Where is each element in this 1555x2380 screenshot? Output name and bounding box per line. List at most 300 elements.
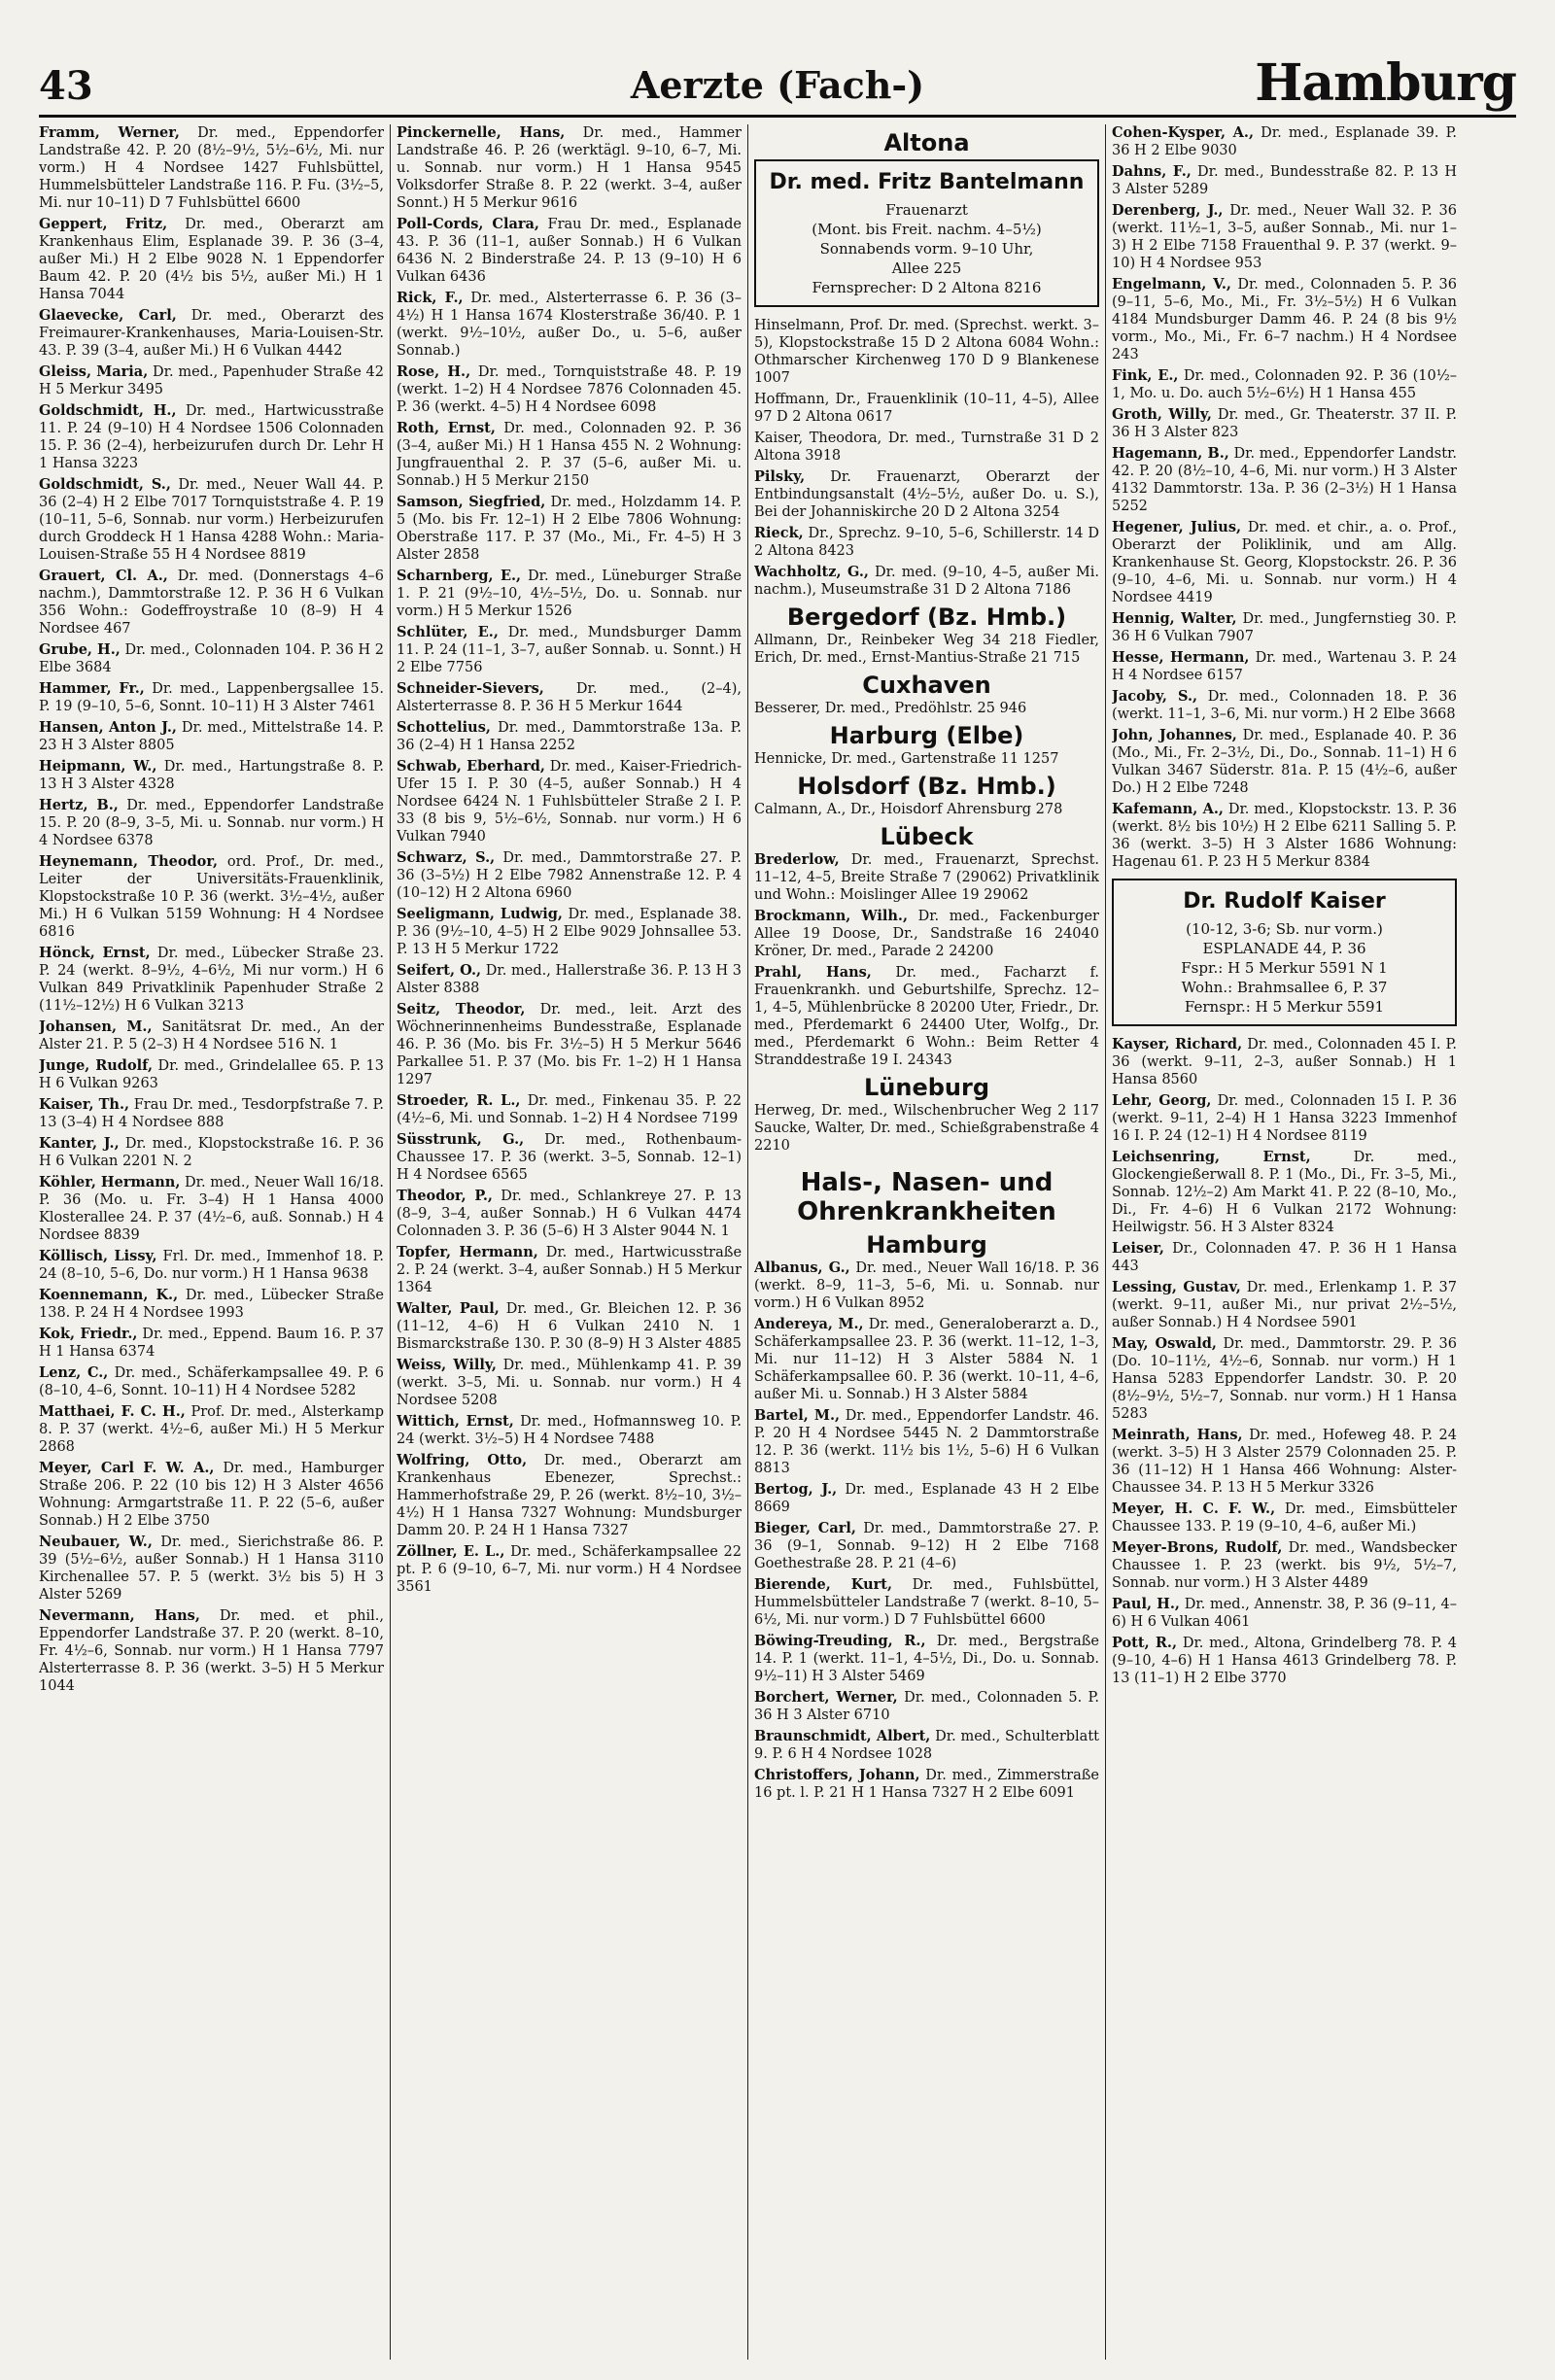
entry-name: Poll-Cords, Clara, — [397, 216, 539, 232]
entry-details: Dr. med., Glockengießerwall 8. P. 1 (Mo., Di., Fr. 3–5, Mi., Sonnab. 12½–2) Am Markt 41. P. 22 (8–10, Mo., Di., Fr. 4–6) H 6 Vulkan 2172 Wohnung: Heilwigstr. 56. H 3 Alster 8324 — [1112, 1150, 1457, 1235]
directory-entry — [754, 1728, 1099, 1763]
entry-details: Dr. med., Oberarzt am Krankenhaus Ebenezer, Sprechst.: Hammerhofstraße 29, P. 26 (werkt. 8½–10, 3½–4½) H 1 Hansa 7327 Wohnung: Mundsburger Damm 20. P. 24 H 1 Hansa 7327 — [397, 1453, 742, 1538]
entry-name: Lehr, Georg, — [1112, 1092, 1212, 1109]
entry-name: Meyer-Brons, Rudolf, — [1112, 1539, 1283, 1556]
entry-name: Kafemann, A., — [1112, 801, 1224, 817]
directory-entry — [39, 641, 384, 676]
entry-details: Dr. med., Papenhuder Straße 42 H 5 Merkur 3495 — [39, 364, 384, 397]
directory-entry — [397, 1188, 742, 1240]
entry-details: Dr. med., Hofmannsweg 10. P. 24 (werkt. 3½–5) H 4 Nordsee 7488 — [397, 1414, 742, 1447]
entry-details: Dr. med., Eppendorfer Landstr. 46. P. 20 H 4 Nordsee 5445 N. 2 Dammtorstraße 12. P. 36 (werkt. 11½ bis 1½, 5–6) H 6 Vulkan 8813 — [754, 1408, 1099, 1476]
entry-name: Meyer, Carl F. W. A., — [39, 1460, 215, 1476]
section-heading: Harburg (Elbe) — [829, 722, 1024, 749]
entry-details: Sanitätsrat Dr. med., An der Alster 21. P. 5 (2–3) H 4 Nordsee 516 N. 1 — [39, 1019, 384, 1052]
directory-entry — [754, 750, 1099, 768]
entry-details: Dr. med., Erlenkamp 1. P. 37 (werkt. 9–11, außer Mi., nur privat 2½–5½, außer Sonnab.) H 4 Nordsee 5901 — [1112, 1280, 1457, 1330]
section-heading: Lüneburg — [863, 1074, 990, 1101]
entry-details: Dr. med., Lübecker Straße 23. P. 24 (werkt. 8–9½, 4–6½, Mi nur vorm.) H 6 Vulkan 849 Privatklinik Papenhuder Straße 2 (11½–12½) H 6 Vulkan 3213 — [39, 946, 384, 1014]
entry-name: Borchert, Werner, — [754, 1689, 898, 1706]
directory-entry — [1112, 649, 1457, 684]
directory-entry — [397, 494, 742, 564]
entry-details: Dr. med., Colonnaden 104. P. 36 H 2 Elbe 3684 — [39, 642, 384, 675]
directory-entry — [397, 962, 742, 997]
entry-name: Hesse, Hermann, — [1112, 649, 1250, 666]
entry-details: Dr. med., Mundsburger Damm 11. P. 24 (11–1, 3–7, außer Sonnab. u. Sonnt.) H 2 Elbe 7756 — [397, 625, 742, 675]
directory-entry — [397, 290, 742, 360]
directory-entry — [1112, 1036, 1457, 1088]
entry-details: Dr. med., Wandsbecker Chaussee 1. P. 23 (werkt. bis 9½, 5½–7, Sonnab. nur vorm.) H 3 Alster 4489 — [1112, 1540, 1457, 1591]
entry-details: Dr. med., Holzdamm 14. P. 5 (Mo. bis Fr. 12–1) H 2 Elbe 7806 Wohnung: Oberstraße 117. P. 37 (Mo., Mi., Fr. 4–5) H 3 Alster 2858 — [397, 495, 742, 563]
ad-name: Dr. Rudolf Kaiser — [1183, 889, 1386, 914]
entry-details: Dr. med., Hartwicusstraße 2. P. 24 (werkt. 3–4, außer Sonnab.) H 5 Merkur 1364 — [397, 1245, 742, 1295]
entry-details: Frl. Dr. med., Immenhof 18. P. 24 (8–10, 5–6, Do. nur vorm.) H 1 Hansa 9638 — [39, 1249, 384, 1282]
directory-entry — [397, 1300, 742, 1353]
entry-details: Dr. med., Zimmerstraße 16 pt. l. P. 21 H 1 Hansa 7327 H 2 Elbe 6091 — [754, 1768, 1099, 1801]
directory-entry — [39, 1607, 384, 1695]
entry-details: Dr. med., Wartenau 3. P. 24 H 4 Nordsee 6157 — [1112, 650, 1457, 683]
ad-line: Wohn.: Brahmsallee 6, P. 37 — [1181, 979, 1388, 996]
section-heading: Cuxhaven — [862, 672, 991, 699]
directory-entry — [39, 1018, 384, 1053]
entry-name: Süsstrunk, G., — [397, 1131, 525, 1148]
entry-details: Dr. med., Fackenburger Allee 19 Doose, Dr., Sandstraße 16 24040 Kröner, Dr. med., Parade 2 24200 — [754, 909, 1099, 959]
directory-entry — [1112, 406, 1457, 441]
page-number: 43 — [39, 63, 93, 109]
entry-name: Pott, R., — [1112, 1635, 1178, 1651]
directory-entry — [39, 680, 384, 715]
entry-details: Dr. med., Neuer Wall 16/18. P. 36 (werkt. 8–9, 11–3, 5–6, Mi. u. Sonnab. nur vorm.) H 6 Vulkan 8952 — [754, 1260, 1099, 1311]
directory-entry — [1112, 1427, 1457, 1497]
entry-details: Dr. med., Grindelallee 65. P. 13 H 6 Vulkan 9263 — [39, 1058, 384, 1091]
entry-name: Böwing-Treuding, R., — [754, 1633, 926, 1649]
entry-details: Dr. med., (2–4), Alsterterrasse 8. P. 36 H 5 Merkur 1644 — [397, 681, 742, 714]
entry-name: Scharnberg, E., — [397, 568, 522, 584]
directory-entry — [39, 1248, 384, 1283]
entry-name: Prahl, Hans, — [754, 964, 872, 981]
directory-entry — [397, 1357, 742, 1409]
entry-details: Dr. med., Klopstockstr. 13. P. 36 (werkt. 8½ bis 10½) H 2 Elbe 6211 Salling 5. P. 36 (werkt. 3–5) H 3 Alster 1686 Wohnung: Hagenau 61. P. 23 H 5 Merkur 8384 — [1112, 802, 1457, 870]
directory-entry — [397, 680, 742, 715]
entry-details: Dr. med., Schäferkampsallee 22 pt. P. 6 (9–10, 6–7, Mi. nur vorm.) H 4 Nordsee 3561 — [397, 1544, 742, 1595]
entry-details: Besserer, Dr. med., Predöhlstr. 25 946 — [754, 701, 1027, 716]
ad-line: ESPLANADE 44, P. 36 — [1202, 940, 1366, 957]
entry-name: Wittich, Ernst, — [397, 1413, 514, 1430]
entry-details: Dr. med., Oberarzt am Krankenhaus Elim, Esplanade 39. P. 36 (3–4, außer Mi.) H 2 Elbe 9028 N. 1 Eppendorfer Baum 42. P. 20 (4½ bis 5½, außer Mi.) H 1 Hansa 7044 — [39, 217, 384, 302]
category-heading: Hals-, Nasen- und Ohrenkrankheiten — [797, 1168, 1056, 1226]
directory-entry — [1112, 1279, 1457, 1331]
entry-name: Matthaei, F. C. H., — [39, 1403, 186, 1420]
directory-entry — [39, 719, 384, 754]
directory-entry — [1112, 610, 1457, 645]
entry-name: Nevermann, Hans, — [39, 1607, 200, 1624]
directory-entry — [754, 908, 1099, 960]
directory-entry — [754, 1633, 1099, 1685]
entry-name: Hegener, Julius, — [1112, 519, 1242, 535]
directory-entry — [754, 632, 1099, 667]
ad-line: Fernsprecher: D 2 Altona 8216 — [812, 279, 1042, 296]
entry-name: Kayser, Richard, — [1112, 1036, 1243, 1052]
entry-name: Topfer, Hermann, — [397, 1244, 538, 1260]
section-heading: Bergedorf (Bz. Hmb.) — [786, 604, 1067, 631]
directory-entry — [1112, 163, 1457, 198]
entry-name: Leichsenring, Ernst, — [1112, 1149, 1311, 1165]
directory-entry — [1112, 1500, 1457, 1535]
directory-entry — [39, 758, 384, 793]
entry-name: Hennig, Walter, — [1112, 610, 1237, 627]
directory-entry — [754, 1767, 1099, 1802]
entry-details: Frau Dr. med., Tesdorpfstraße 7. P. 13 (3–4) H 4 Nordsee 888 — [39, 1097, 384, 1130]
directory-entry — [397, 719, 742, 754]
ad-line: Allee 225 — [891, 259, 962, 277]
directory-entry — [1112, 801, 1457, 871]
entry-name: Heipmann, W., — [39, 758, 157, 775]
entry-name: Köhler, Hermann, — [39, 1174, 181, 1190]
entry-details: Dr. med. (9–10, 4–5, außer Mi. nachm.), Museumstraße 31 D 2 Altona 7186 — [754, 565, 1099, 598]
entry-name: Kok, Friedr., — [39, 1326, 138, 1342]
directory-entry — [39, 945, 384, 1015]
entry-details: Dr. med., Eppendorfer Landstraße 15. P. 20 (8–9, 3–5, Mi. u. Sonnab. nur vorm.) H 4 Nordsee 6378 — [39, 798, 384, 848]
column-divider — [1105, 124, 1106, 2360]
entry-name: Seitz, Theodor, — [397, 1001, 526, 1018]
directory-entry — [1112, 276, 1457, 363]
entry-name: John, Johannes, — [1112, 727, 1237, 743]
entry-details: Dr. med., Klopstockstraße 16. P. 36 H 6 Vulkan 2201 N. 2 — [39, 1136, 384, 1169]
entry-details: Dr. med., Neuer Wall 32. P. 36 (werkt. 11½–1, 3–5, außer Sonnab., Mi. nur 1–3) H 2 Elbe 7158 Frauenthal 9. P. 37 (werkt. 9–10) H 4 Nordsee 953 — [1112, 203, 1457, 271]
entry-details: Dr. med., Esplanade 40. P. 36 (Mo., Mi., Fr. 2–3½, Di., Do., Sonnab. 11–1) H 6 Vulkan 3467 Süderstr. 81a. P. 15 (4½–6, außer Do.) H 2 Elbe 7248 — [1112, 728, 1457, 796]
entry-name: Bierende, Kurt, — [754, 1576, 893, 1593]
entry-name: Meyer, H. C. F. W., — [1112, 1500, 1276, 1517]
entry-name: Framm, Werner, — [39, 124, 180, 141]
directory-entry — [754, 1481, 1099, 1516]
entry-name: Hönck, Ernst, — [39, 945, 151, 961]
entry-details: Dr. med., Sierichstraße 86. P. 39 (5½–6½, außer Sonnab.) H 1 Hansa 3110 Kirchenallee 57. P. 5 (werkt. 3½ bis 5) H 3 Alster 5269 — [39, 1535, 384, 1603]
entry-name: Goldschmidt, S., — [39, 476, 171, 493]
directory-entry — [754, 430, 1099, 465]
section-heading: Holsdorf (Bz. Hmb.) — [797, 773, 1056, 800]
directory-entry — [1112, 1149, 1457, 1236]
directory-entry — [39, 402, 384, 472]
entry-details: Dr. med., Hamburger Straße 206. P. 22 (10 bis 12) H 3 Alster 4656 Wohnung: Armgartstraße 11. P. 22 (5–6, außer Sonnab.) H 2 Elbe 3750 — [39, 1461, 384, 1529]
entry-details: Dr. med., Hartwicusstraße 11. P. 24 (9–10) H 4 Nordsee 1506 Colonnaden 15. P. 36 (2–4), herbeizurufen durch Dr. Lehr H 1 Hansa 3223 — [39, 403, 384, 471]
entry-name: Schwarz, S., — [397, 849, 496, 866]
entry-name: Walter, Paul, — [397, 1300, 500, 1317]
advertisement-box — [754, 159, 1099, 307]
entry-details: Dr. med., Generaloberarzt a. D., Schäferkampsallee 23. P. 36 (werkt. 11–12, 1–3, Mi. nur 11–12) H 3 Alster 5884 N. 1 Schäferkampsallee 60. P. 36 (werkt. 10–11, 4–6, außer Mi. u. Sonnab.) H 3 Alster 5884 — [754, 1317, 1099, 1402]
entry-details: Dr. med., Dammtorstraße 13a. P. 36 (2–4) H 1 Hansa 2252 — [397, 720, 742, 753]
directory-entry — [1112, 1240, 1457, 1275]
entry-details: Dr. med., Rothenbaum-Chaussee 17. P. 36 (werkt. 3–5, Sonnab. 12–1) H 4 Nordsee 6565 — [397, 1132, 742, 1183]
directory-entry — [39, 1096, 384, 1131]
directory-entry — [39, 124, 384, 212]
entry-details: Frau Dr. med., Esplanade 43. P. 36 (11–1, außer Sonnab.) H 6 Vulkan 6436 N. 2 Binderstraße 24. P. 13 (9–10) H 6 Vulkan 6436 — [397, 217, 742, 285]
entry-name: Theodor, P., — [397, 1188, 493, 1204]
directory-entry — [39, 568, 384, 638]
directory-entry — [39, 1364, 384, 1399]
directory-entry — [754, 851, 1099, 904]
entry-name: Zöllner, E. L., — [397, 1543, 505, 1560]
entry-details: Dr. med., Esplanade 39. P. 36 H 2 Elbe 9030 — [1112, 125, 1457, 158]
directory-entry — [397, 758, 742, 845]
directory-entry — [754, 1316, 1099, 1403]
entry-details: Dr. med., Facharzt f. Frauenkrankh. und Geburtshilfe, Sprechz. 12–1, 4–5, Mühlenbrücke 8 20200 Uter, Friedr., Dr. med., Pferdemarkt 6 24400 Uter, Wolfg., Dr. med., Pferdemarkt 6 Wohn.: Beim Retter 4 Stranddestraße 19 I. 24343 — [754, 965, 1099, 1068]
entry-name: May, Oswald, — [1112, 1335, 1217, 1352]
directory-entry — [1112, 445, 1457, 515]
ad-line: Fspr.: H 5 Merkur 5591 N 1 — [1181, 959, 1388, 977]
column-3 — [754, 124, 1099, 2360]
entry-name: Pinckernelle, Hans, — [397, 124, 566, 141]
entry-details: Dr. med., Jungfernstieg 30. P. 36 H 6 Vulkan 7907 — [1112, 611, 1457, 644]
directory-entry — [1112, 727, 1457, 797]
directory-entry — [1112, 519, 1457, 606]
entry-details: Dr. med., Dammtorstraße 27. P. 36 (9–1, Sonnab. 9–12) H 2 Elbe 7168 Goethestraße 28. P. 21 (4–6) — [754, 1521, 1099, 1571]
entry-name: Leiser, — [1112, 1240, 1164, 1257]
directory-entry — [39, 1174, 384, 1244]
entry-name: Derenberg, J., — [1112, 202, 1224, 219]
entry-details: Dr. med., Colonnaden 45 I. P. 36 (werkt. 9–11, 2–3, außer Sonnab.) H 1 Hansa 8560 — [1112, 1037, 1457, 1087]
entry-details: Dr. med., Annenstr. 38, P. 36 (9–11, 4–6) H 6 Vulkan 4061 — [1112, 1597, 1457, 1630]
directory-entry — [754, 468, 1099, 521]
ad-line: Frauenarzt — [885, 201, 968, 219]
entry-name: Seifert, O., — [397, 962, 482, 979]
entry-details: Dr. med., Esplanade 38. P. 36 (9½–10, 4–5) H 2 Elbe 9029 Johnsallee 53. P. 13 H 5 Merkur 1722 — [397, 907, 742, 957]
entry-name: Engelmann, V., — [1112, 276, 1231, 293]
entry-name: Weiss, Willy, — [397, 1357, 497, 1373]
entry-details: Dr. med., Dammtorstraße 27. P. 36 (3–5½) H 2 Elbe 7982 Annenstraße 12. P. 4 (10–12) H 2 Altona 6960 — [397, 850, 742, 901]
entry-name: Lenz, C., — [39, 1364, 109, 1381]
entry-name: Gleiss, Maria, — [39, 363, 149, 380]
directory-entry — [1112, 367, 1457, 402]
entry-details: Prof. Dr. med., Alsterkamp 8. P. 37 (werkt. 4½–6, außer Mi.) H 5 Merkur 2868 — [39, 1404, 384, 1455]
column-divider — [747, 124, 748, 2360]
directory-entry — [397, 1452, 742, 1539]
entry-details: Dr. med., Neuer Wall 44. P. 36 (2–4) H 2 Elbe 7017 Tornquiststraße 4. P. 19 (10–11, 5–6, Sonnab. nur vorm.) Herbeizurufen durch Groddeck H 1 Hansa 4288 Wohn.: Maria-Louisen-Straße 55 H 4 Nordsee 8819 — [39, 477, 384, 563]
directory-entry — [397, 906, 742, 958]
directory-entry — [754, 564, 1099, 599]
entry-details: Dr., Colonnaden 47. P. 36 H 1 Hansa 443 — [1112, 1241, 1457, 1274]
ad-name: Dr. med. Fritz Bantelmann — [769, 170, 1085, 194]
entry-name: Bertog, J., — [754, 1481, 838, 1498]
directory-entry — [39, 1460, 384, 1530]
entry-name: Wolfring, Otto, — [397, 1452, 528, 1468]
entry-details: Dr. med., leit. Arzt des Wöchnerinnenheims Bundesstraße, Esplanade 46. P. 36 (Mo. bis Fr. 3½–5) H 5 Merkur 5646 Parkallee 51. P. 37 (Mo. bis Fr. 1–2) H 1 Hansa 1297 — [397, 1002, 742, 1087]
entry-name: Roth, Ernst, — [397, 420, 496, 436]
entry-details: Dr. med., Eimsbütteler Chaussee 133. P. 19 (9–10, 4–6, außer Mi.) — [1112, 1501, 1457, 1535]
entry-name: Albanus, G., — [754, 1259, 850, 1276]
directory-entry — [1112, 1092, 1457, 1145]
entry-details: Dr. med., Eppend. Baum 16. P. 37 H 1 Hansa 6374 — [39, 1327, 384, 1360]
directory-entry — [39, 797, 384, 849]
ad-line: Fernspr.: H 5 Merkur 5591 — [1184, 998, 1385, 1016]
entry-name: Grube, H., — [39, 641, 121, 658]
entry-name: Kaiser, Th., — [39, 1096, 130, 1113]
entry-details: Dr. med., Bundesstraße 82. P. 13 H 3 Alster 5289 — [1112, 164, 1457, 197]
directory-entry — [1112, 202, 1457, 272]
entry-details: Dr. med., Gr. Bleichen 12. P. 36 (11–12, 4–6) H 6 Vulkan 2410 N. 1 Bismarckstraße 130. P. 30 (8–9) H 3 Alster 4885 — [397, 1301, 742, 1352]
entry-details: Dr. med., Hofeweg 48. P. 24 (werkt. 3–5) H 3 Alster 2579 Colonnaden 25. P. 36 (11–12) H 1 Hansa 466 Wohnung: Alster-Chaussee 34. P. 13 H 5 Merkur 3326 — [1112, 1428, 1457, 1496]
entry-name: Pilsky, — [754, 468, 806, 485]
entry-name: Christoffers, Johann, — [754, 1767, 920, 1783]
entry-details: Dr. med., Colonnaden 18. P. 36 (werkt. 11–1, 3–6, Mi. nur vorm.) H 2 Elbe 3668 — [1112, 689, 1457, 722]
entry-details: Calmann, A., Dr., Hoisdorf Ahrensburg 278 — [754, 802, 1063, 817]
entry-details: Herweg, Dr. med., Wilschenbrucher Weg 2 117 Saucke, Walter, Dr. med., Schießgrabenstraße 4 2210 — [754, 1103, 1099, 1154]
entry-name: Groth, Willy, — [1112, 406, 1212, 423]
entry-details: Dr. med., Mittelstraße 14. P. 23 H 3 Alster 8805 — [39, 720, 384, 753]
entry-name: Heynemann, Theodor, — [39, 853, 218, 870]
entry-name: Jacoby, S., — [1112, 688, 1198, 705]
directory-entry — [39, 1057, 384, 1092]
entry-details: Dr. med., Colonnaden 92. P. 36 (10½–1, Mo. u. Do. auch 5½–6½) H 1 Hansa 455 — [1112, 368, 1457, 401]
directory-entry — [39, 1403, 384, 1456]
directory-entry — [754, 1520, 1099, 1572]
directory-entry — [397, 568, 742, 620]
entry-details: Dr. med., Alsterterrasse 6. P. 36 (3–4½) H 1 Hansa 1674 Klosterstraße 36/40. P. 1 (werkt. 9½–10½, außer Do., u. 5–6, außer Sonnab.) — [397, 291, 742, 359]
ad-line: (10-12, 3-6; Sb. nur vorm.) — [1186, 920, 1383, 938]
entry-details: Dr. med., Lappenbergsallee 15. P. 19 (9–10, 5–6, Sonnt. 10–11) H 3 Alster 7461 — [39, 681, 384, 714]
entry-name: Kanter, J., — [39, 1135, 120, 1152]
entry-name: Schottelius, — [397, 719, 491, 736]
entry-details: Dr. med., Colonnaden 5. P. 36 (9–11, 5–6, Mo., Mi., Fr. 3½–5½) H 6 Vulkan 4184 Mundsburger Damm 46. P. 24 (8 bis 9½ vorm., Mo., Mi., Fr. 6–7 nachm.) H 4 Nordsee 243 — [1112, 277, 1457, 362]
section-heading: Hamburg — [866, 1231, 987, 1259]
column-1 — [39, 124, 384, 2360]
directory-entry — [397, 1543, 742, 1596]
entry-details: Dr. med., Altona, Grindelberg 78. P. 4 (9–10, 4–6) H 1 Hansa 4613 Grindelberg 78. P. 13 (11–1) H 2 Elbe 3770 — [1112, 1636, 1457, 1686]
entry-details: Dr. med., Colonnaden 15 I. P. 36 (werkt. 9–11, 2–4) H 1 Hansa 3223 Immenhof 16 I. P. 24 (12–1) H 4 Nordsee 8119 — [1112, 1093, 1457, 1144]
ad-line: (Mont. bis Freit. nachm. 4–5½) — [812, 221, 1042, 238]
directory-entry — [397, 363, 742, 416]
directory-entry — [39, 1326, 384, 1361]
entry-name: Fink, E., — [1112, 367, 1179, 384]
entry-details: Dr. med., Bergstraße 14. P. 1 (werkt. 11–1, 4–5½, Di., Do. u. Sonnab. 9½–11) H 3 Alster 5469 — [754, 1634, 1099, 1684]
entry-details: Dr. med. et phil., Eppendorfer Landstraße 37. P. 20 (werkt. 8–10, Fr. 4½–6, Sonnab. nur vorm.) H 1 Hansa 7797 Alsterterrasse 8. P. 36 (werkt. 3–5) H 5 Merkur 1044 — [39, 1608, 384, 1694]
entry-details: Dr. med., Esplanade 43 H 2 Elbe 8669 — [754, 1482, 1099, 1515]
entry-name: Glaevecke, Carl, — [39, 307, 177, 324]
entry-name: Hansen, Anton J., — [39, 719, 177, 736]
entry-name: Rose, H., — [397, 363, 471, 380]
directory-entry — [39, 1287, 384, 1322]
entry-name: Andereya, M., — [754, 1316, 864, 1332]
entry-name: Rieck, — [754, 525, 804, 541]
entry-details: Dr. med., Gr. Theaterstr. 37 II. P. 36 H 3 Alster 823 — [1112, 407, 1457, 440]
entry-name: Hertz, B., — [39, 797, 119, 813]
entry-details: Dr. med., Mühlenkamp 41. P. 39 (werkt. 3–5, Mi. u. Sonnab. nur vorm.) H 4 Nordsee 5208 — [397, 1358, 742, 1408]
entry-name: Paul, H., — [1112, 1596, 1180, 1612]
directory-entry — [397, 1092, 742, 1127]
entry-details: Hoffmann, Dr., Frauenklinik (10–11, 4–5), Allee 97 D 2 Altona 0617 — [754, 392, 1099, 425]
directory-entry — [397, 1244, 742, 1296]
entry-name: Braunschmidt, Albert, — [754, 1728, 931, 1744]
directory-entry — [754, 700, 1099, 717]
entry-name: Koennemann, K., — [39, 1287, 179, 1303]
directory-entry — [1112, 124, 1457, 159]
entry-details: Dr. med., Lübecker Straße 138. P. 24 H 4 Nordsee 1993 — [39, 1288, 384, 1321]
entry-details: Dr. med., Kaiser-Friedrich-Ufer 15 I. P. 30 (4–5, außer Sonnab.) H 4 Nordsee 6424 N. 1 Fuhlsbütteler Straße 2 I. P. 33 (8 bis 9, 5½–6½, Sonnab. nur vorm.) H 6 Vulkan 7940 — [397, 759, 742, 845]
directory-entry — [397, 216, 742, 286]
directory-entry — [39, 853, 384, 941]
entry-name: Cohen-Kysper, A., — [1112, 124, 1254, 141]
entry-details: Dr. med., Oberarzt des Freimaurer-Krankenhauses, Maria-Louisen-Str. 43. P. 39 (3–4, außer Mi.) H 6 Vulkan 4442 — [39, 308, 384, 359]
entry-name: Köllisch, Lissy, — [39, 1248, 157, 1264]
entry-details: Dr. med., Schlankreye 27. P. 13 (8–9, 3–4, außer Sonnab.) H 6 Vulkan 4474 Colonnaden 3. P. 36 (5–6) H 3 Alster 9044 N. 1 — [397, 1189, 742, 1239]
entry-details: Hennicke, Dr. med., Gartenstraße 11 1257 — [754, 751, 1059, 767]
entry-details: Dr. med., Lüneburger Straße 1. P. 21 (9½–10, 4½–5½, Do. u. Sonnab. nur vorm.) H 5 Merkur 1526 — [397, 569, 742, 619]
column-4 — [1112, 124, 1457, 2360]
entry-name: Schlüter, E., — [397, 624, 499, 640]
entry-details: Dr., Sprechz. 9–10, 5–6, Schillerstr. 14 D 2 Altona 8423 — [754, 526, 1099, 559]
entry-name: Goldschmidt, H., — [39, 402, 177, 419]
entry-name: Bieger, Carl, — [754, 1520, 856, 1536]
entry-details: Dr. med., Hallerstraße 36. P. 13 H 3 Alster 8388 — [397, 963, 742, 996]
directory-entry — [39, 363, 384, 398]
section-title: Aerzte (Fach-) — [630, 63, 925, 107]
directory-entry — [397, 1131, 742, 1184]
directory-entry — [754, 1689, 1099, 1724]
page-header — [39, 53, 1516, 118]
advertisement-box — [1112, 879, 1457, 1026]
directory-entry — [39, 1135, 384, 1170]
section-heading: Lübeck — [880, 823, 974, 850]
entry-name: Seeligmann, Ludwig, — [397, 906, 563, 922]
directory-entry — [397, 624, 742, 676]
directory-entry — [754, 1259, 1099, 1312]
directory-entry — [1112, 688, 1457, 723]
directory-entry — [754, 525, 1099, 560]
directory-entry — [39, 216, 384, 303]
directory-entry — [754, 317, 1099, 387]
entry-name: Wachholtz, G., — [754, 564, 869, 580]
directory-entry — [397, 420, 742, 490]
entry-name: Dahns, F., — [1112, 163, 1192, 180]
directory-entry — [397, 1001, 742, 1088]
directory-entry — [1112, 1635, 1457, 1687]
directory-entry — [39, 307, 384, 360]
entry-details: Dr. med. (Donnerstags 4–6 nachm.), Dammtorstraße 12. P. 36 H 6 Vulkan 356 Wohn.: Godeffroystraße 10 (8–9) H 4 Nordsee 467 — [39, 569, 384, 637]
entry-name: Johansen, M., — [39, 1018, 153, 1035]
entry-details: Dr. med., Frauenarzt, Sprechst. 11–12, 4–5, Breite Straße 7 (29062) Privatklinik und Wohn.: Moislinger Allee 19 29062 — [754, 852, 1099, 903]
entry-name: Rick, F., — [397, 290, 464, 306]
entry-details: Dr. med., Eppendorfer Landstr. 42. P. 20 (8½–10, 4–6, Mi. nur vorm.) H 3 Alster 4132 Dammtorstr. 13a. P. 36 (2–3½) H 1 Hansa 5252 — [1112, 446, 1457, 514]
directory-entry — [754, 1102, 1099, 1155]
entry-name: Grauert, Cl. A., — [39, 568, 168, 584]
entry-details: Dr. med., Eppendorfer Landstraße 42. P. 20 (8½–9½, 5½–6½, Mi. nur vorm.) H 4 Nordsee 1427 Fuhlsbüttel, Hummelsbütteler Landstraße 116. P. Fu. (3½–5, Mi. nur 10–11) D 7 Fuhlsbüttel 6600 — [39, 125, 384, 211]
entry-details: Dr. med., Colonnaden 92. P. 36 (3–4, außer Mi.) H 1 Hansa 455 N. 2 Wohnung: Jungfrauenthal 2. P. 37 (5–6, außer Mi. u. Sonnab.) H 5 Merkur 2150 — [397, 421, 742, 489]
entry-details: Dr. med., Fuhlsbüttel, Hummelsbütteler Landstraße 7 (werkt. 8–10, 5–6½, Mi. nur vorm.) D 7 Fuhlsbüttel 6600 — [754, 1577, 1099, 1628]
entry-details: Dr. med., Colonnaden 5. P. 36 H 3 Alster 6710 — [754, 1690, 1099, 1723]
entry-details: Dr. med., Hammer Landstraße 46. P. 26 (werktägl. 9–10, 6–7, Mi. u. Sonnab. nur vorm.) H 1 Hansa 9545 Volksdorfer Straße 8. P. 22 (werkt. 3–4, außer Sonnt.) H 5 Merkur 9616 — [397, 125, 742, 211]
entry-name: Geppert, Fritz, — [39, 216, 168, 232]
entry-name: Hagemann, B., — [1112, 445, 1229, 462]
entry-details: Dr. Frauenarzt, Oberarzt der Entbindungsanstalt (4½–5½, außer Do. u. S.), Bei der Johanniskirche 20 D 2 Altona 3254 — [754, 469, 1099, 520]
entry-details: Hinselmann, Prof. Dr. med. (Sprechst. werkt. 3–5), Klopstockstraße 15 D 2 Altona 6084 Wohn.: Othmarscher Kirchenweg 170 D 9 Blankenese 1007 — [754, 318, 1099, 386]
directory-entry — [39, 1534, 384, 1604]
entry-details: Dr. med., Schäferkampsallee 49. P. 6 (8–10, 4–6, Sonnt. 10–11) H 4 Nordsee 5282 — [39, 1365, 384, 1398]
entry-details: Dr. med., Tornquiststraße 48. P. 19 (werkt. 1–2) H 4 Nordsee 7876 Colonnaden 45. P. 36 (werkt. 4–5) H 4 Nordsee 6098 — [397, 364, 742, 415]
entry-name: Samson, Siegfried, — [397, 494, 546, 510]
entry-details: Dr. med., Finkenau 35. P. 22 (4½–6, Mi. und Sonnab. 1–2) H 4 Nordsee 7199 — [397, 1093, 742, 1126]
entry-name: Schneider-Sievers, — [397, 680, 544, 697]
entry-name: Brockmann, Wilh., — [754, 908, 908, 924]
entry-details: Allmann, Dr., Reinbeker Weg 34 218 Fiedler, Erich, Dr. med., Ernst-Mantius-Straße 21 715 — [754, 633, 1099, 666]
entry-details: Dr. med., Schulterblatt 9. P. 6 H 4 Nordsee 1028 — [754, 1729, 1099, 1762]
directory-entry — [1112, 1335, 1457, 1423]
directory-entry — [754, 801, 1099, 818]
directory-entry — [754, 1576, 1099, 1629]
city-title: Hamburg — [1255, 53, 1516, 113]
entry-name: Bartel, M., — [754, 1407, 841, 1424]
entry-details: Dr. med. et chir., a. o. Prof., Oberarzt der Poliklinik, und am Allg. Krankenhause St. Georg, Klopstockstr. 26. P. 36 (9–10, 4–6, Mi. u. Sonnab. nur vorm.) H 4 Nordsee 4419 — [1112, 520, 1457, 605]
ad-line: Sonnabends vorm. 9–10 Uhr, — [819, 240, 1034, 258]
directory-entry — [1112, 1539, 1457, 1592]
entry-details: Dr. med., Hartungstraße 8. P. 13 H 3 Alster 4328 — [39, 759, 384, 792]
